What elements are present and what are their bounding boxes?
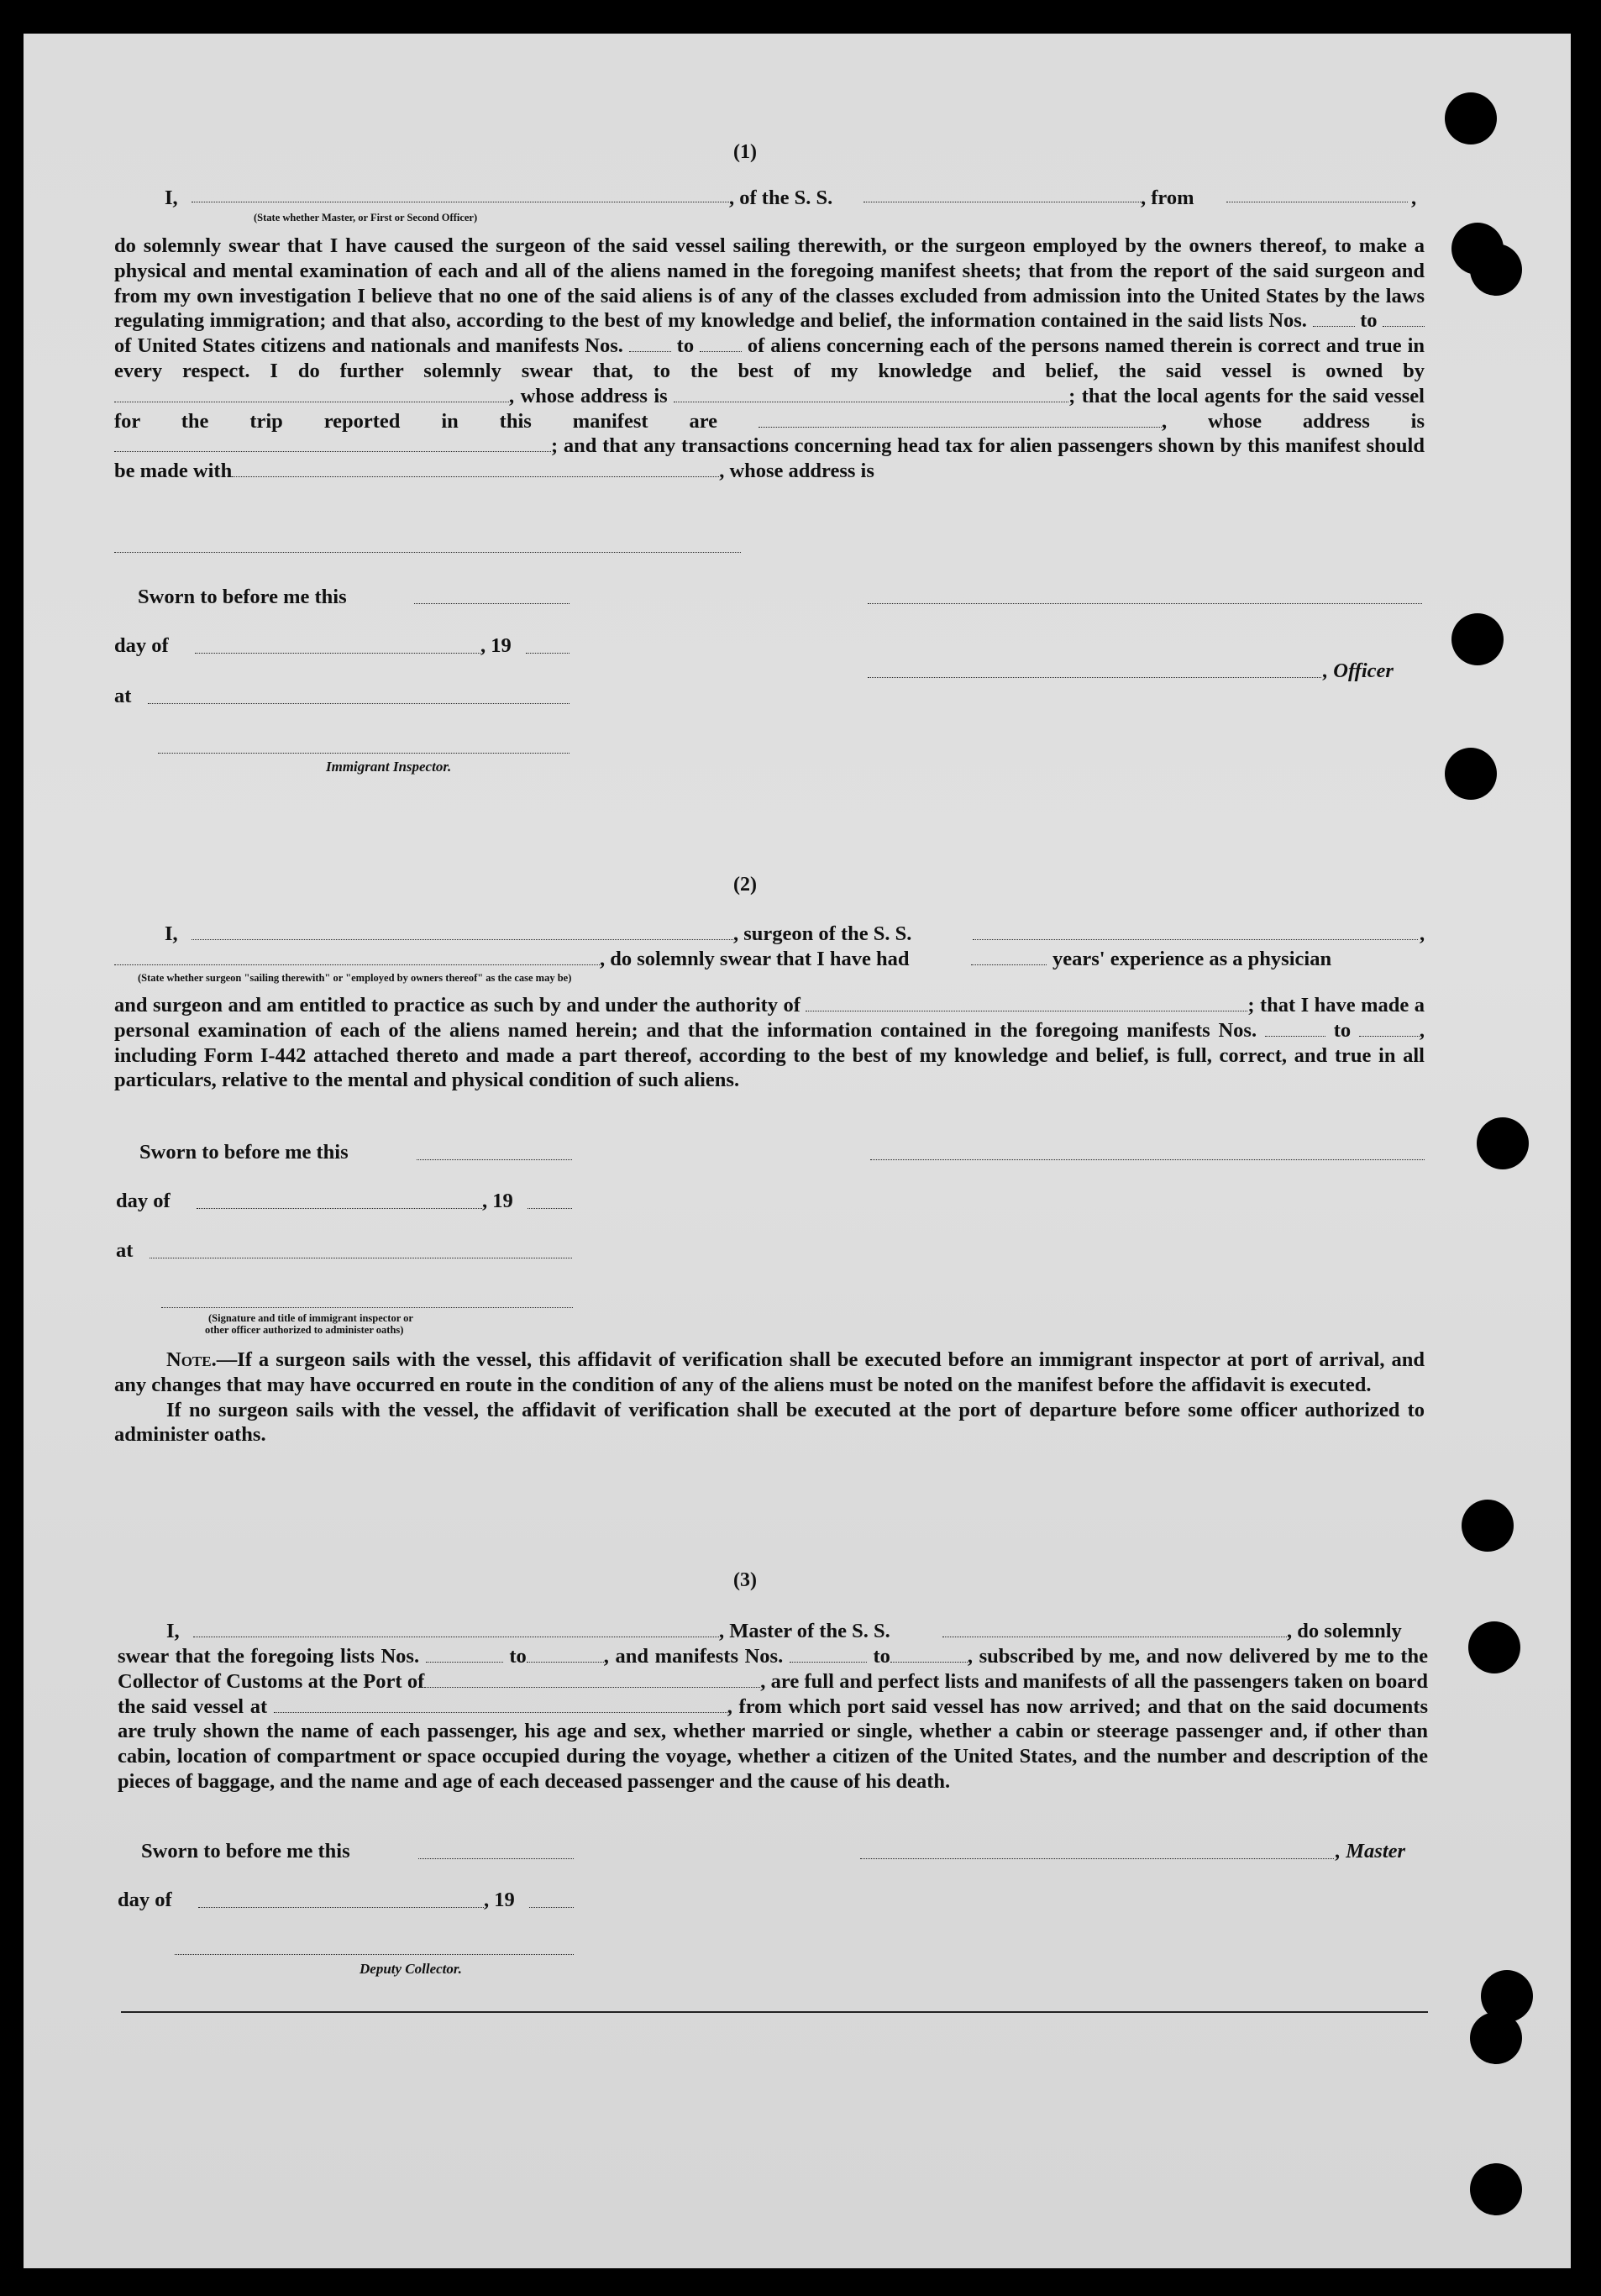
s3-sworn-blank (418, 1858, 574, 1859)
section-1-number: (1) (733, 141, 757, 163)
s2-note-1: —If a surgeon sails with the vessel, this affidavit of verification shall be executed before an immigrant inspector at port of arrival, and any changes that may have occurred en route in the condition of any of the aliens must be noted on the manifest before the affidavit is executed. (114, 1348, 1425, 1396)
s2-caption: (State whether surgeon "sailing therewith" or "employed by owners thereof" as the case may be) (138, 972, 572, 984)
s2-sworn: Sworn to before me this (139, 1141, 349, 1164)
punch-hole (1468, 1621, 1520, 1673)
s1-whose2: whose address is (1207, 409, 1425, 433)
punch-hole (1477, 1117, 1529, 1169)
s1-year-blank (526, 653, 570, 654)
s3-master-label: , Master of the S. S. (719, 1620, 890, 1642)
s2-note-label: Note. (166, 1348, 217, 1371)
s3-day-blank (198, 1907, 484, 1908)
s3-master: , Master (1336, 1840, 1406, 1863)
s2-sig-caption-2: other officer authorized to administer oaths) (205, 1324, 404, 1336)
s2-capacity-blank (114, 964, 600, 965)
s1-officer-blank (868, 677, 1321, 678)
s2-years-blank (971, 964, 1047, 965)
s1-day-blank (195, 653, 480, 654)
s2-at: at (116, 1239, 134, 1262)
s3-sworn: Sworn to before me this (141, 1840, 350, 1863)
section-3-number: (3) (733, 1569, 757, 1591)
s3-from-which: , from which port said vessel has now arrived; and that on the said documents are truly shown the name of each passenger, his age and sex, whether married or single, whether a cabin or steerage passenger and, if other than cabin, location of compartment or space occupied during the voyage, whether a citizen of the United States, and the number and description of the pieces of baggage, and the name and age of each deceased passenger and the cause of his death. (118, 1694, 1428, 1793)
s1-caption: (State whether Master, or First or Second Officer) (254, 212, 478, 223)
s1-inspector: Immigrant Inspector. (326, 759, 452, 775)
bottom-rule (121, 2011, 1428, 2013)
s1-comma: , (1411, 187, 1417, 209)
s1-text-b: of United States citizens and nationals and manifests Nos. (114, 334, 623, 358)
punch-hole (1470, 2163, 1522, 2215)
s1-text-a: do solemnly swear that I have caused the surgeon of the said vessel sailing therewith, or the surgeon employed by the owners thereof, to make a physical and mental examination of each and all of the aliens named in the foregoing manifest sheets; that from the report of the said surgeon and from my own investigation I believe that no one of the said aliens is of any of the classes excluded from admission into the United States by the laws regulating immigration; and that also, according to the best of my knowledge and belief, the information contained in the said lists Nos. (114, 234, 1425, 333)
s1-year: , 19 (480, 634, 512, 657)
s3-year: , 19 (484, 1889, 515, 1911)
section-2-number: (2) (733, 874, 757, 896)
s3-lead: I, (166, 1620, 180, 1642)
s1-inspector-blank (158, 753, 570, 754)
s1-at-blank (148, 703, 570, 704)
s2-year-blank (528, 1208, 572, 1209)
s2-note (114, 1348, 1425, 1447)
s3-to2: to (873, 1645, 890, 1668)
s3-day-of: day of (118, 1889, 172, 1911)
s3-do-label: , do solemnly (1287, 1620, 1402, 1642)
form-sheet (24, 34, 1571, 2268)
s3-collector: Deputy Collector. (360, 1961, 462, 1977)
s2-day-of: day of (116, 1190, 171, 1212)
s3-to1: to (509, 1645, 527, 1668)
s1-text-d: that the local agents for the said vessel for the trip reported in this manifest are (114, 384, 1425, 433)
s2-to: to (1333, 1018, 1352, 1042)
s2-text-a: and surgeon and am entitled to practice as such by and under the authority of (114, 994, 800, 1017)
s1-address-blank (114, 552, 741, 553)
s2-day-blank (197, 1208, 482, 1209)
s1-ss-label: , of the S. S. (729, 187, 833, 209)
s1-text-c: of aliens concerning each of the persons named therein is correct and true in every respect. I do further solemnly swear that, to the best of my knowledge and belief, the said vessel is owned by (114, 334, 1425, 382)
s1-lead: I, (165, 187, 178, 209)
s2-lead: I, (165, 922, 178, 945)
s3-collector-blank (175, 1954, 574, 1955)
s2-signature-blank (161, 1307, 573, 1308)
s1-officer-sign-top (868, 603, 1422, 604)
s1-sworn: Sworn to before me this (138, 586, 347, 608)
s2-sworn-blank (417, 1159, 572, 1160)
s2-comma: , (1420, 922, 1425, 945)
s2-year: , 19 (482, 1190, 513, 1212)
s3-master-blank (860, 1858, 1334, 1859)
s2-ship-blank (973, 939, 1418, 940)
s1-at: at (114, 685, 132, 707)
s2-swear-label: , do solemnly swear that I have had (600, 948, 910, 970)
s2-surgeon-label: , surgeon of the S. S. (733, 922, 912, 945)
s2-name-blank (192, 939, 733, 940)
s2-note-2: If no surgeon sails with the vessel, the affidavit of verification shall be executed at the port of departure before some officer authorized to administer oaths. (114, 1398, 1425, 1447)
punch-hole (1445, 92, 1497, 144)
s1-day-of: day of (114, 634, 169, 657)
s3-subscribed: , subscribed by me, and now delivered by me to the Collector of Customs at the Port of (118, 1645, 1428, 1693)
s1-officer: , Officer (1323, 659, 1394, 682)
s1-to1: to (1360, 309, 1378, 333)
punch-hole (1470, 2012, 1522, 2064)
s1-whose3: , whose address is (719, 460, 874, 483)
s3-year-blank (529, 1907, 574, 1908)
s2-sig-caption-1: (Signature and title of immigrant inspector or (208, 1312, 413, 1324)
s1-body: do solemnly swear that I have caused the surgeon of the said vessel sailing therewith, or the surgeon employed by the owners thereof, to make a physical and mental examination of each and all of the aliens named in the foregoing manifest sheets; that from the report of the said surgeon and from my own investigation I believe that no one of the said aliens is of any of the classes excluded from admission into the United States by the laws regulating immigration; and that also, according to the best of my knowledge and belief, the information contained in the said lists Nos. to of United States citizens and nationals and manifests Nos. to of aliens concerning each of the persons named therein is correct and true in every respect. I do further solemnly swear that, to the best of my knowledge and belief, the said vessel is owned by , whose address is ; that the local agents for the said vessel for the trip reported in this manifest are , whose address is ; and that any transactions concerning head tax for alien passengers shown by this manifest should be made with , whose address is (114, 234, 1425, 483)
s2-body: and surgeon and am entitled to practice as such by and under the authority of ; that I have made a personal examination of each of the aliens named herein; and that the information contained in the foregoing manifests Nos. to , including Form I-442 attached thereto and made a part thereof, according to the best of my knowledge and belief, is full, correct, and true in all particulars, relative to the mental and physical condition of such aliens. (114, 994, 1425, 1092)
punch-hole (1470, 244, 1522, 296)
s2-years-label: years' experience as a physician (1052, 948, 1332, 970)
s3-full-perfect: , are full and perfect lists and manifests of all the passengers taken on board the said vessel at (118, 1669, 1429, 1718)
s1-text-e: ; and that any transactions concerning head tax for alien passengers shown by this manifest should be made with (114, 434, 1425, 483)
s3-body (118, 1644, 1428, 1794)
s3-manifests: , and manifests Nos. (603, 1645, 784, 1668)
s3-text-a: swear that the foregoing lists Nos. (118, 1645, 420, 1668)
punch-hole (1451, 613, 1504, 665)
s1-from-label: , from (1141, 187, 1194, 209)
s1-whose1: , whose address is (509, 384, 668, 407)
s2-text-c: , including Form I-442 attached thereto and made a part thereof, according to the best of my knowledge and belief, is full, correct, and true in all particulars, relative to the mental and physical condition of such aliens. (114, 1018, 1425, 1092)
s2-text-b: that I have made a personal examination of each of the aliens named herein; and that the information contained in the foregoing manifests Nos. (114, 994, 1425, 1042)
punch-hole (1445, 748, 1497, 800)
s2-sign-blank (870, 1159, 1425, 1160)
s1-to2: to (676, 334, 695, 358)
punch-hole (1462, 1500, 1514, 1552)
s1-sworn-blank (414, 603, 570, 604)
